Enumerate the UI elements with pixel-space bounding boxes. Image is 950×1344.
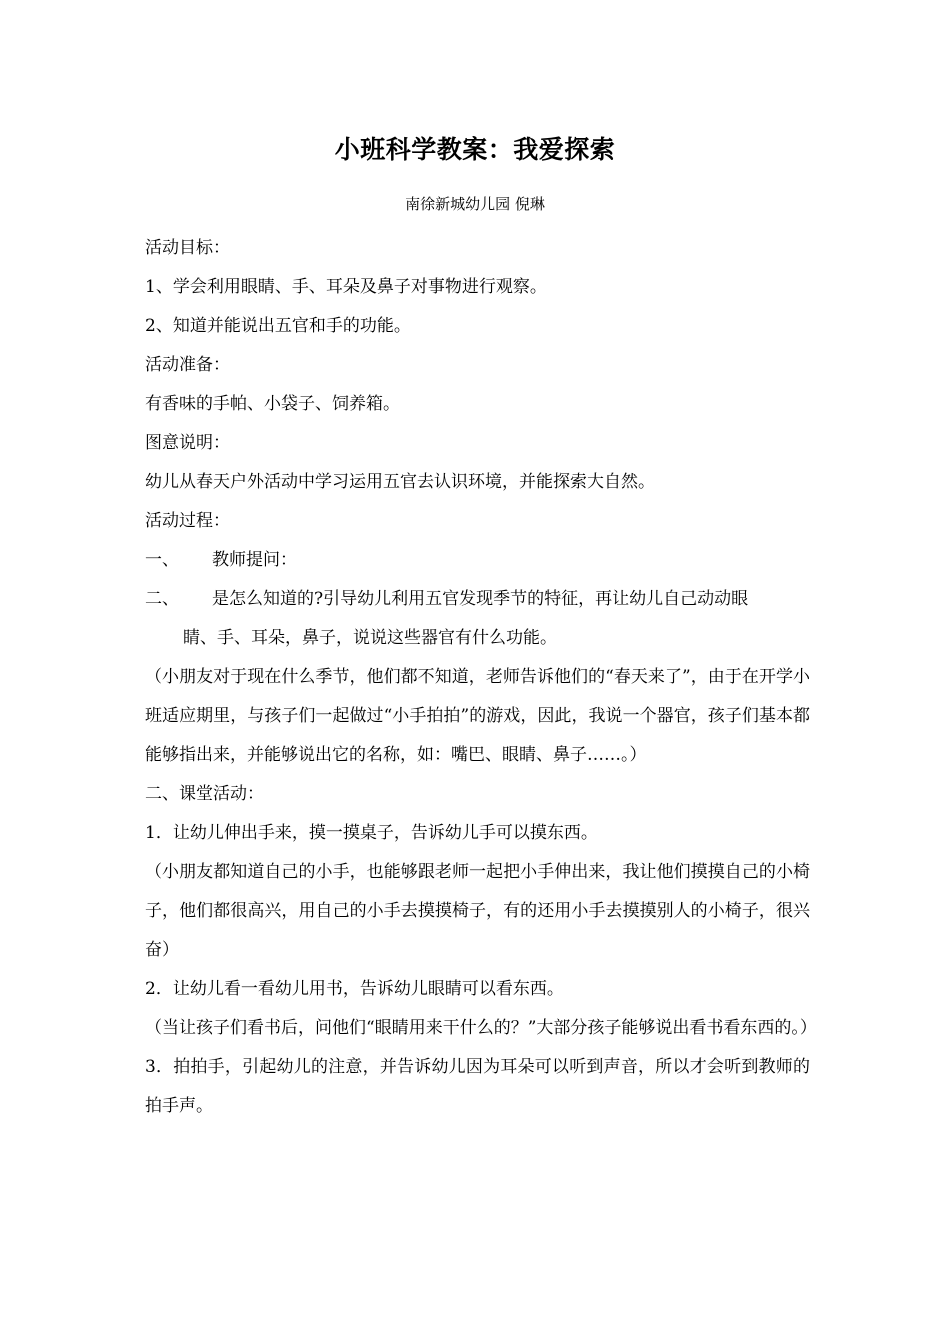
activity-item: 3．拍拍手，引起幼儿的注意，并告诉幼儿因为耳朵可以听到声音，所以才会听到教师的拍手声。 xyxy=(145,1057,810,1116)
step-marker: 二、 xyxy=(145,589,179,609)
step-text-continued: 睛、手、耳朵，鼻子，说说这些器官有什么功能。 xyxy=(183,628,557,648)
goal-item: 2、知道并能说出五官和手的功能。 xyxy=(145,316,411,336)
class-heading: 二、课堂活动： xyxy=(145,784,264,804)
process-step xyxy=(145,541,810,580)
document-author: 南徐新城幼儿园 倪琳 xyxy=(405,195,545,213)
teacher-note: （小朋友对于现在什么季节，他们都不知道，老师告诉他们的“春天来了”，由于在开学小班适应期里，与孩子们一起做过“小手拍拍”的游戏，因此，我说一个器官，孩子们基本都能够指出来，并能够说出它的名称，如：嘴巴、眼睛、鼻子……。） xyxy=(145,667,810,765)
document-body xyxy=(145,229,817,1126)
process-heading: 活动过程： xyxy=(145,511,230,531)
process-step xyxy=(145,580,810,619)
goals-heading: 活动目标： xyxy=(145,238,230,258)
goal-item: 1、学会利用眼睛、手、耳朵及鼻子对事物进行观察。 xyxy=(145,277,547,297)
teacher-note: （当让孩子们看书后，问他们“眼睛用来干什么的？”大部分孩子能够说出看书看东西的。） xyxy=(145,1018,817,1038)
prep-heading: 活动准备： xyxy=(145,355,230,375)
intent-text: 幼儿从春天户外活动中学习运用五官去认识环境，并能探索大自然。 xyxy=(145,472,655,492)
step-text: 是怎么知道的?引导幼儿利用五官发现季节的特征，再让幼儿自己动动眼 xyxy=(212,589,749,609)
step-marker: 一、 xyxy=(145,550,179,570)
activity-item: 2．让幼儿看一看幼儿用书，告诉幼儿眼睛可以看东西。 xyxy=(145,979,564,999)
step-text: 教师提问： xyxy=(212,550,297,570)
intent-heading: 图意说明： xyxy=(145,433,230,453)
prep-text: 有香味的手帕、小袋子、饲养箱。 xyxy=(145,394,400,414)
activity-item: 1．让幼儿伸出手来，摸一摸桌子，告诉幼儿手可以摸东西。 xyxy=(145,823,598,843)
document-title: 小班科学教案：我爱探索 xyxy=(334,135,616,164)
teacher-note: （小朋友都知道自己的小手，也能够跟老师一起把小手伸出来，我让他们摸摸自己的小椅子，他们都很高兴，用自己的小手去摸摸椅子，有的还用小手去摸摸别人的小椅子，很兴奋） xyxy=(145,862,810,960)
